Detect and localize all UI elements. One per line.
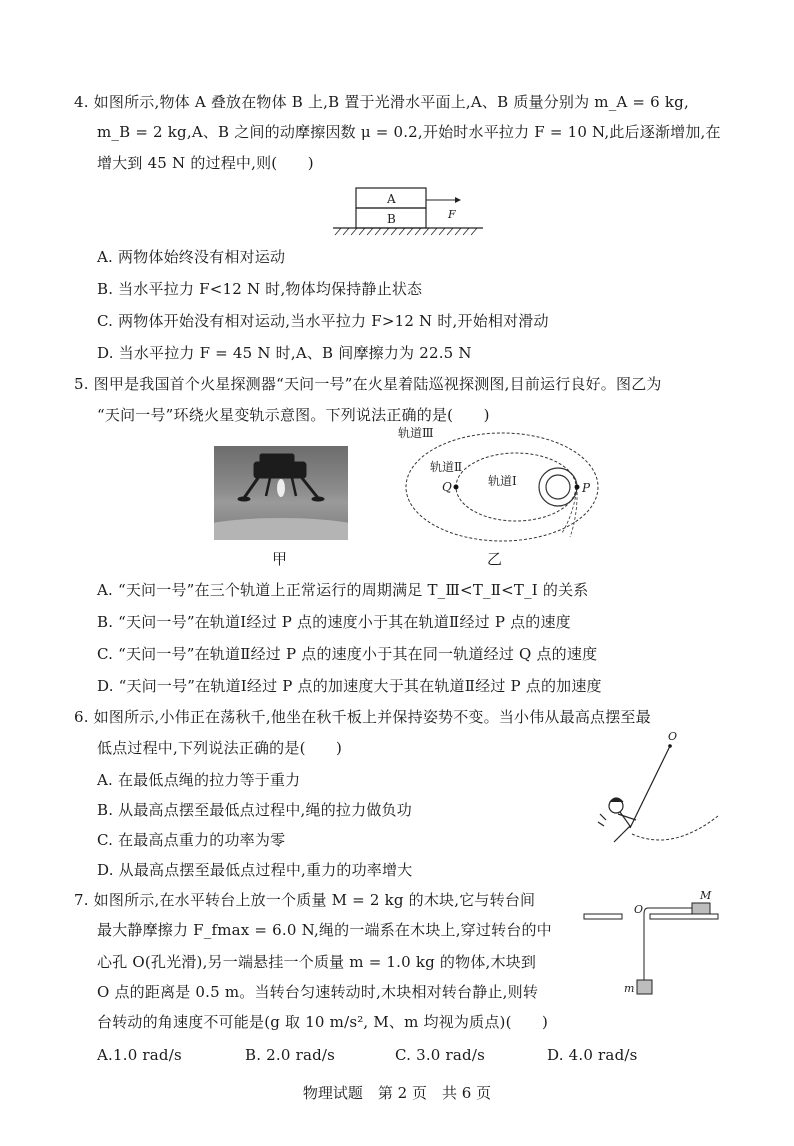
q6-option-c: C. 在最高点重力的功率为零 xyxy=(97,831,286,849)
label-o: O xyxy=(634,903,644,916)
caption-right: 乙 xyxy=(487,550,503,568)
turntable-figure xyxy=(582,884,722,1002)
q7-stem-line-5: 台转动的角速度不可能是(g 取 10 m/s², M、m 均视为质点)( ) xyxy=(97,1013,549,1031)
orbit-diagram xyxy=(392,425,622,547)
q4-option-a: A. 两物体始终没有相对运动 xyxy=(97,248,286,266)
q7-stem-line-3: 心孔 O(孔光滑),另一端悬挂一个质量 m = 1.0 kg 的物体,木块到 xyxy=(97,953,537,971)
q6-option-d: D. 从最高点摆至最低点过程中,重力的功率增大 xyxy=(97,861,413,879)
q7-option-d: D. 4.0 rad/s xyxy=(547,1046,638,1064)
swing-rope xyxy=(630,746,670,828)
q4-option-c: C. 两物体开始没有相对运动,当水平拉力 F>12 N 时,开始相对滑动 xyxy=(97,312,549,330)
q4-stem-line-3: 增大到 45 N 的过程中,则( ) xyxy=(97,154,314,172)
swing-figure xyxy=(592,730,722,848)
swing-arc xyxy=(632,816,718,840)
q4-stem-line-1: 4. 如图所示,物体 A 叠放在物体 B 上,B 置于光滑水平面上,A、B 质量分别为 m_A = 6 kg, xyxy=(74,93,689,111)
turntable-right xyxy=(650,914,718,919)
q7-option-b: B. 2.0 rad/s xyxy=(245,1046,336,1064)
lander-photo xyxy=(214,446,348,540)
point-p xyxy=(575,485,580,490)
q7-option-a: A.1.0 rad/s xyxy=(97,1046,182,1064)
label-small-m: m xyxy=(624,982,635,995)
wood-block xyxy=(692,903,710,914)
q6-option-a: A. 在最低点绳的拉力等于重力 xyxy=(97,771,301,789)
turntable-left xyxy=(584,914,622,919)
block-a-label: A xyxy=(387,192,396,206)
q4-option-d: D. 当水平拉力 F = 45 N 时,A、B 间摩擦力为 22.5 N xyxy=(97,344,472,362)
point-q-label: Q xyxy=(442,480,452,494)
hanging-mass xyxy=(637,980,652,994)
page-footer: 物理试题 第 2 页 共 6 页 xyxy=(302,1084,492,1102)
q5-option-d: D. “天问一号”在轨道Ⅰ经过 P 点的加速度大于其在轨道Ⅱ经过 P 点的加速度 xyxy=(97,677,602,695)
q7-stem-line-2: 最大静摩擦力 F_fmax = 6.0 N,绳的一端系在木块上,穿过转台的中 xyxy=(97,921,552,939)
label-big-m: M xyxy=(700,889,712,902)
pivot-label: O xyxy=(668,730,678,743)
q5-stem-line-1: 5. 图甲是我国首个火星探测器“天问一号”在火星着陆巡视探测图,目前运行良好。图乙为 xyxy=(74,375,662,393)
q6-stem-line-2: 低点过程中,下列说法正确的是( ) xyxy=(97,739,343,757)
q5-option-b: B. “天问一号”在轨道Ⅰ经过 P 点的速度小于其在轨道Ⅱ经过 P 点的速度 xyxy=(97,613,571,631)
block-b-label: B xyxy=(387,212,396,226)
point-p-label: P xyxy=(582,481,591,495)
orbit-3-label: 轨道Ⅲ xyxy=(398,426,434,440)
q4-option-b: B. 当水平拉力 F<12 N 时,物体均保持静止状态 xyxy=(97,280,423,298)
q7-stem-line-4: O 点的距离是 0.5 m。当转台匀速转动时,木块相对转台静止,则转 xyxy=(97,983,539,1001)
q7-option-c: C. 3.0 rad/s xyxy=(395,1046,485,1064)
q6-option-b: B. 从最高点摆至最低点过程中,绳的拉力做负功 xyxy=(97,801,412,819)
mars xyxy=(546,475,570,499)
q5-option-a: A. “天问一号”在三个轨道上正常运行的周期满足 T_Ⅲ<T_Ⅱ<T_Ⅰ 的关系 xyxy=(97,581,589,599)
q4-figure xyxy=(325,180,485,242)
q5-stem-line-2: “天问一号”环绕火星变轨示意图。下列说法正确的是( ) xyxy=(97,406,490,424)
point-q xyxy=(454,485,459,490)
orbit-1 xyxy=(539,468,577,506)
force-label: F xyxy=(448,208,456,221)
q5-option-c: C. “天问一号”在轨道Ⅱ经过 P 点的速度小于其在同一轨道经过 Q 点的速度 xyxy=(97,645,598,663)
child-icon xyxy=(598,798,636,842)
orbit-2-label: 轨道Ⅱ xyxy=(430,460,463,474)
q6-stem-line-1: 6. 如图所示,小伟正在荡秋千,他坐在秋千板上并保持姿势不变。当小伟从最高点摆至最 xyxy=(74,708,651,726)
orbit-1-label: 轨道Ⅰ xyxy=(488,474,517,488)
q7-stem-line-1: 7. 如图所示,在水平转台上放一个质量 M = 2 kg 的木块,它与转台间 xyxy=(74,891,536,909)
caption-left: 甲 xyxy=(272,550,288,568)
string-bend xyxy=(644,908,648,914)
q4-stem-line-2: m_B = 2 kg,A、B 之间的动摩擦因数 μ = 0.2,开始时水平拉力 F = 10 N,此后逐渐增加,在 xyxy=(97,123,721,141)
